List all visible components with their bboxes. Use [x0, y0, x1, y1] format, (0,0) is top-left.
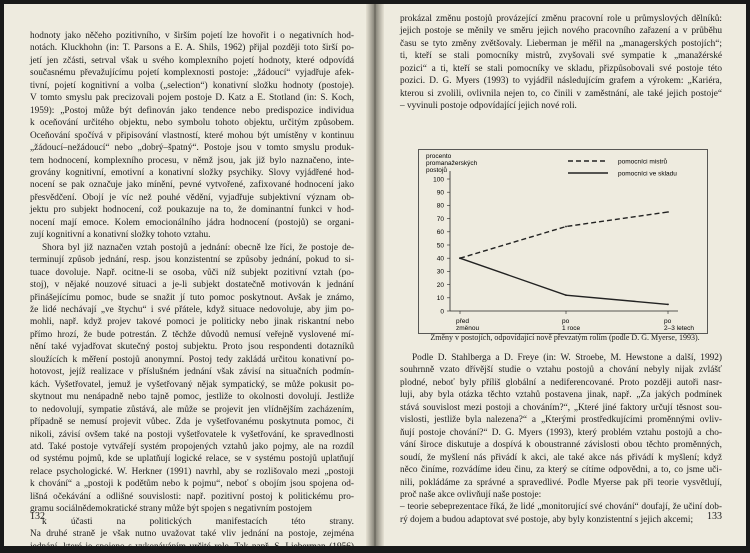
text-line: k oceňování určitého objektu, nebo symbolu tohoto objektu, určitým způsobem. [30, 118, 354, 129]
text-line: přinášejícímu pomoc, bude se snažit jí tuto pomoc poskytnout. Avšak je známo, [30, 292, 354, 303]
text-line: k účasti na politických manifestacích této strany. [42, 516, 354, 527]
text-line: případně se nemusí projevit vůbec. Zda je vyšetřovanému poskytnuta pomoc, či [30, 417, 354, 428]
text-line: tivní, pojetí kognitivní a volba („selection“) konativní složku hodnoty (postoje). [30, 80, 354, 91]
data-point [459, 257, 461, 259]
text-line: V tomto smyslu pak precizovali pojem postoje D. Katz a E. Stotland (in: S. Koch, [30, 93, 354, 104]
y-tick-label: 10 [436, 295, 444, 303]
text-line: zují kognitivní a konativní složky tohoto vztahu. [30, 230, 211, 241]
text-line: to nedovolují, sympatie zůstává, ale může se projevit jen vlídnějším zacházením, [30, 404, 354, 415]
text-line: sloužících k měření postojů anonymní. Postoj tedy zakládá určitou konativní po- [30, 354, 354, 365]
data-point [565, 294, 567, 296]
right-page-text-top [400, 13, 722, 113]
text-line: ti, kteří se stali pomocníky mistrů, zvyšovali své sympatie k „manažérské [400, 51, 722, 62]
text-line: atd. Také postoje vytvářejí systém propojených vztahů jako pojmy, ale na rozdíl [30, 441, 354, 452]
y-tick-label: 50 [436, 242, 444, 250]
x-tick-label: po 1 roce [562, 318, 581, 332]
text-line: času se tyto změny zvětšovaly. Lieberman je měřil na „managerských postojích“; [400, 38, 722, 49]
text-line: něco činíme, rozvádíme ideu činu, za který se cítíme odpovědni, a to, co jsme uči- [400, 465, 722, 476]
text-line: že lidé nechávají „ve štychu“ i své přátele, když situace nedovoluje, aby jim po- [30, 304, 354, 315]
left-page-number: 132 [30, 511, 45, 522]
text-line: tem hodnocení, komplexního procesu, v němž jsou, jak již bylo naznačeno, inte- [30, 155, 354, 166]
text-line: kách. Vyšetřovatel, jemuž je vyšetřovaný nějak sympatický, se může pokusit po- [30, 379, 354, 390]
text-line: stává souvislost mezi postoji a chováním?“, „Které jiné faktory určují těsnost sou- [400, 402, 722, 413]
text-line: kterou si zvolili, ovlivnila nejen to, co činili v zaměstnání, ale také jejich postoje“ [400, 88, 722, 99]
text-line: současnému převažujícímu pojetí komplexnosti postoje: „žádoucí“ vyjadřuje afek- [30, 68, 354, 79]
text-line: proč naše akce ovlivňují naše postoje: [400, 489, 542, 500]
legend-label: pomocníci ve skladu [618, 170, 677, 178]
series-line-foremen [460, 212, 668, 258]
text-line: od systému pojmů, kde se uplatňují logické relace, se v systému postojů uplatňují [30, 454, 354, 465]
text-line: nocení se pak označuje jako mínění, pevné vytvořené, zafixované hodnocení jako [30, 180, 354, 191]
x-tick-label: po 2–3 letech [664, 318, 694, 332]
text-line: Na druhé straně je však nutno uvažovat také vliv jednání na postoje, zejména [30, 529, 354, 540]
text-line: hotovost, jejíž realizace v příslušném jednání však závisí na situačních podmín- [30, 367, 354, 378]
left-page [4, 4, 372, 552]
text-line: jejich postoje se měnily ve směru jejich nového pracovního zařazení a v průběhu [400, 26, 722, 37]
text-line: prokázal změnu postojů provázející změnu pracovní role u průmyslových dělníků: [400, 14, 722, 24]
y-tick-label: 60 [436, 229, 444, 237]
text-line: plodné, neboť byly příliš globální a nediferencované. Proto později autoři nasr- [400, 377, 722, 388]
y-tick-label: 90 [436, 189, 444, 197]
y-tick-label: 80 [436, 202, 444, 210]
text-line: pozici“ a ti, kteří se stali pomocníky ve skladu, přizpůsobovali své postoje této [400, 63, 722, 74]
left-page-text [30, 30, 354, 553]
text-line: vání široce diskutuje a dospívá k oboustranné závislosti obou těchto proměnných, [400, 440, 722, 451]
text-line: k chování“ a „postoji k podětům nebo k pojmu“, neboť s obojím jsou spojena od- [30, 479, 354, 490]
text-line: 1959): „Postoj může být definován jako tendence nebo predispozice individua [30, 105, 354, 116]
text-line: lišná očekávání a odlišné souvislosti: např. pozitivní postoj k politickému pro- [30, 491, 354, 502]
legend-label: pomocníci mistrů [618, 158, 668, 166]
text-line: jednání, které je spojeno s vykonáváním určité role. Tak např. S. Lieberman (1956) [30, 541, 354, 552]
text-line: jektu pro subjekt hodnocení, což poukazuje na to, že dominantní funkci v hod- [30, 205, 354, 216]
right-page-text-bottom [400, 352, 722, 526]
text-line: souhrnně vzato dřívější studie o vztahu postojů a chování nebyly nijak zvlášť [400, 365, 722, 376]
text-line: vislosti, jestliže byla nalezena?“ a „Kterými prostředkujícími proměnnými ovliv- [400, 415, 722, 426]
data-point [667, 211, 669, 213]
text-line: Shora byl již naznačen vztah postojů a jednání: obecně lze říci, že postoje de- [42, 242, 354, 253]
data-point [667, 304, 669, 306]
text-line: nikoli, závisí ovšem také na postoji vyšetřovatele k vyšetřování, ke spravedlnosti [30, 429, 354, 440]
right-page-number: 133 [707, 511, 722, 522]
text-line: mohli, např. když projev takové pomoci je politicky nebo jinak riskantní nebo [30, 317, 354, 328]
text-line: pozici. D. G. Myers (1993) to vyjádřil následujícím grafem a výrokem: „Kariéra, [400, 76, 722, 87]
text-line: grovány kognitivní, emotivní a konativní složky psychiky. Slovy vyjádřené hod- [30, 167, 354, 178]
data-point [565, 226, 567, 228]
y-tick-label: 100 [433, 176, 444, 184]
text-line: jetí jen zčásti, setrval však u svého komplexního pojetí hodnoty, které odpovídá [30, 55, 354, 66]
text-line: přímo hrozí, že bude potrestán. Z těchže důvodů nemusí veřejně vyslovené mí- [30, 329, 354, 340]
text-line: nocení mají emoce. Kolem emocionálního jádra hodnocení (postojů) se organi- [30, 217, 354, 228]
attitude-change-chart [418, 149, 708, 334]
y-tick-label: 40 [436, 255, 444, 263]
text-line: skytnout mu nenápadně nebo tajně pomoc, jestliže to okolnosti dovolují. Jestliže [30, 392, 354, 403]
text-line: – teorie sebeprezentace říká, že lidé „monitorující své chování“ doufají, že učiní dob- [400, 502, 722, 513]
text-line: hodnoty jako něčeho pozitivního, v širším pojetí lze hovořit i o negativních hod- [30, 31, 354, 41]
text-line: nili, pokládáme za správné a spravedlivé. Podle Myerse pak při teorie vysvětlují, [400, 477, 722, 488]
y-tick-label: 0 [440, 308, 444, 316]
text-line: luji, aby byla otázka těchto vztahů postavena jinak, např. „Za jakých podmínek [400, 390, 722, 401]
book-gutter [366, 4, 384, 546]
y-tick-label: 30 [436, 268, 444, 276]
chart-caption: Změny v postojích, odpovídající nově převzatým rolím (podle D. G. Myerse, 1993). [430, 333, 700, 342]
y-tick-label: 20 [436, 281, 444, 289]
book-spread [4, 4, 746, 552]
text-line: rý dojem a budou adaptovat své postoje, aby byly konzistentní s jejich akcemi; [400, 514, 694, 525]
text-line: soudí, že myšlení nás přivádí k akci, ale také akce nás přivádí k myšlení; když [400, 452, 722, 463]
text-line: tuace dovoluje. Např. ocitne-li se osoba, vůči níž subjekt pozitivní vztah (po- [30, 267, 354, 278]
text-line: „žádoucí–nežádoucí“ nebo „dobrý–špatný“. Postoje jsou v tomto smyslu produk- [30, 143, 354, 154]
x-tick-label: před změnou [456, 318, 480, 332]
text-line: přesvědčení. Obojí je víc než pouhé vědění, vyjadřuje subjektivní význam ob- [30, 192, 354, 203]
y-axis-label: procento promanažerských postojů [426, 153, 478, 174]
text-line: ňují postoje chování?“ D. G. Myers (1993), který problém vztahu postojů a cho- [400, 427, 722, 438]
text-line: terminují způsob jednání, resp. jsou konzistentní se způsoby jednání, pokud to si- [30, 255, 354, 266]
text-line: Podle D. Stahlberga a D. Freye (in: W. Stroebe, M. Hewstone a další, 1992) [412, 353, 722, 363]
text-line: notách. Kluckhohn (in: T. Parsons a E. A. Shils, 1962) přijal později toto širší po- [30, 43, 354, 54]
text-line: stoj), v nějaké nouzové situaci a je-li subjekt dostatečně motivován k jednání [30, 280, 354, 291]
text-line: – vyvinuli postoje odpovídající jejich nové roli. [400, 101, 577, 112]
text-line: gramu sociálnědemokratické strany může být spojen s negativním postojem [30, 504, 312, 515]
right-page [378, 4, 746, 546]
y-tick-label: 70 [436, 215, 444, 223]
series-line-warehouse [460, 258, 668, 304]
text-line: nění také vyjadřovat skutečný postoj subjektu. Proto jsou respondenti dotazníků [30, 342, 354, 353]
text-line: Oceňování spočívá v připisování vlastností, které mohou být umístěny v kontinuu [30, 130, 354, 141]
text-line: relace psychologické. W. Herkner (1991) navrhl, aby se rozlišovalo mezi „postoji [30, 466, 354, 477]
